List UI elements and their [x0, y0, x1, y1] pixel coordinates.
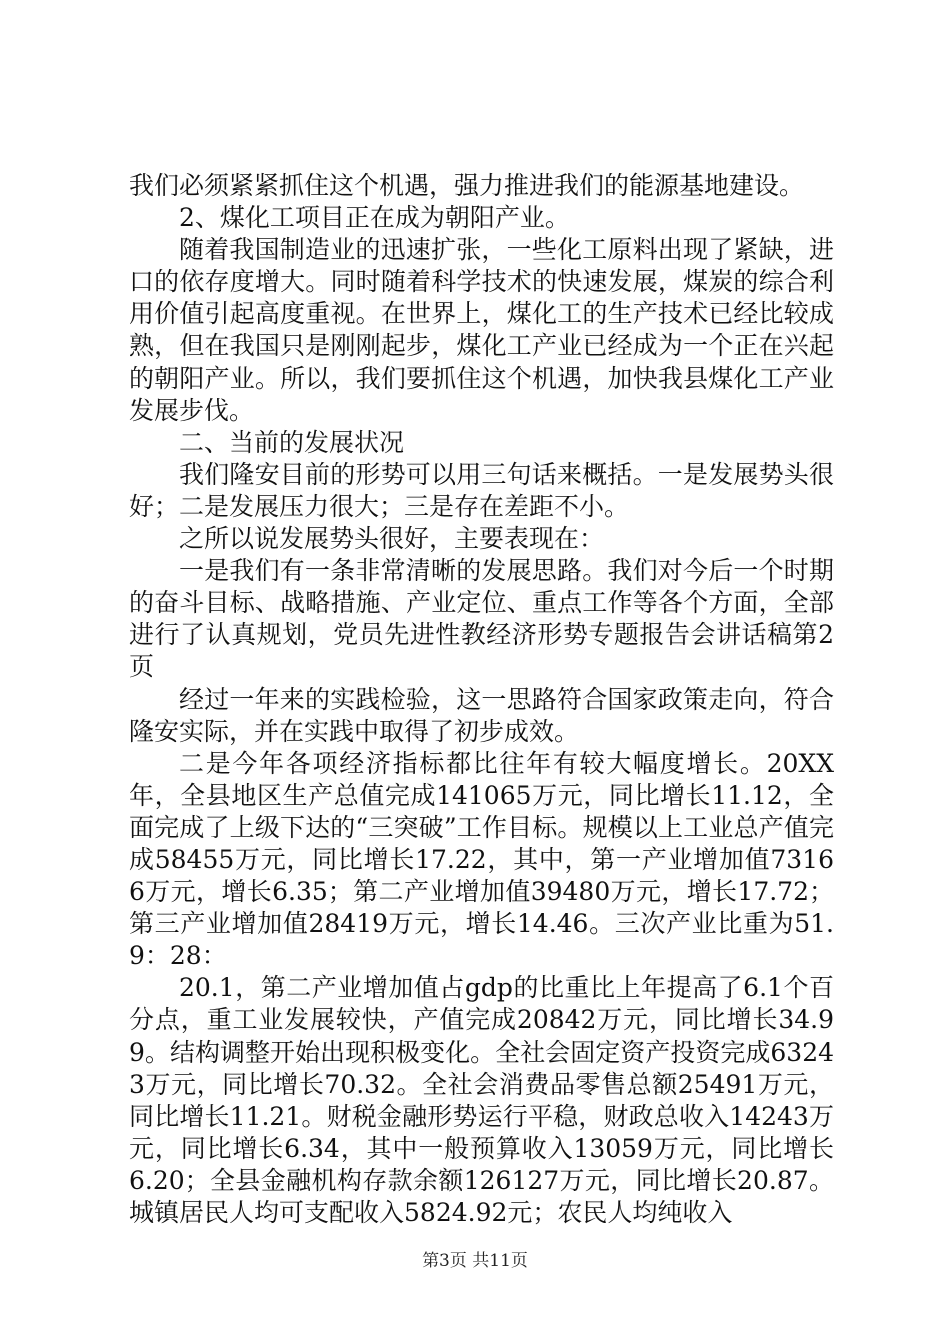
paragraph-2: 2、煤化工项目正在成为朝阳产业。	[179, 203, 570, 233]
section-heading: 二、当前的发展状况	[179, 427, 405, 457]
page-footer: 第3页 共11页	[422, 1251, 528, 1271]
paragraph-8: 经过一年来的实践检验，这一思路符合国家政策走向，符合隆安实际，并在实践中取得了初步成效。	[129, 684, 834, 746]
paragraph-1: 我们必须紧紧抓住这个机遇，强力推进我们的能源基地建设。	[129, 171, 805, 200]
paragraph-7: 一是我们有一条非常清晰的发展思路。我们对今后一个时期的奋斗目标、战略措施、产业定位、重点工作等各个方面，全部进行了认真规划，党员先进性教经济形势专题报告会讲话稿第2页	[129, 556, 834, 682]
paragraph-5: 我们隆安目前的形势可以用三句话来概括。一是发展势头很好；二是发展压力很大；三是存在差距不小。	[129, 459, 834, 521]
paragraph-9: 二是今年各项经济指标都比往年有较大幅度增长。20XX年，全县地区生产总值完成141065万元，同比增长11.12，全面完成了上级下达的“三突破”工作目标。规模以上工业总产值完成58455万元，同比增长17.22，其中，第一产业增加值73166万元，增长6.35；第二产业增加值39480万元，增长17.72；第三产业增加值28419万元，增长14.46。三次产业比重为51.9：28：	[129, 748, 834, 971]
paragraph-10: 20.1，第二产业增加值占gdp的比重比上年提高了6.1个百分点，重工业发展较快，产值完成20842万元，同比增长34.99。结构调整开始出现积极变化。全社会固定资产投资完成63243万元，同比增长70.32。全社会消费品零售总额25491万元，同比增长11.21。财税金融形势运行平稳，财政总收入14243万元，同比增长6.34，其中一般预算收入13059万元，同比增长6.20；全县金融机构存款余额126127万元，同比增长20.87。城镇居民人均可支配收入5824.92元；农民人均纯收入	[129, 973, 834, 1227]
paragraph-3: 随着我国制造业的迅速扩张，一些化工原料出现了紧缺，进口的依存度增大。同时随着科学技术的快速发展，煤炭的综合利用价值引起高度重视。在世界上，煤化工的生产技术已经比较成熟，但在我国只是刚刚起步，煤化工产业已经成为一个正在兴起的朝阳产业。所以，我们要抓住这个机遇，加快我县煤化工产业发展步伐。	[129, 235, 834, 425]
paragraph-6: 之所以说发展势头很好，主要表现在：	[179, 524, 605, 554]
document-body	[129, 170, 834, 1229]
